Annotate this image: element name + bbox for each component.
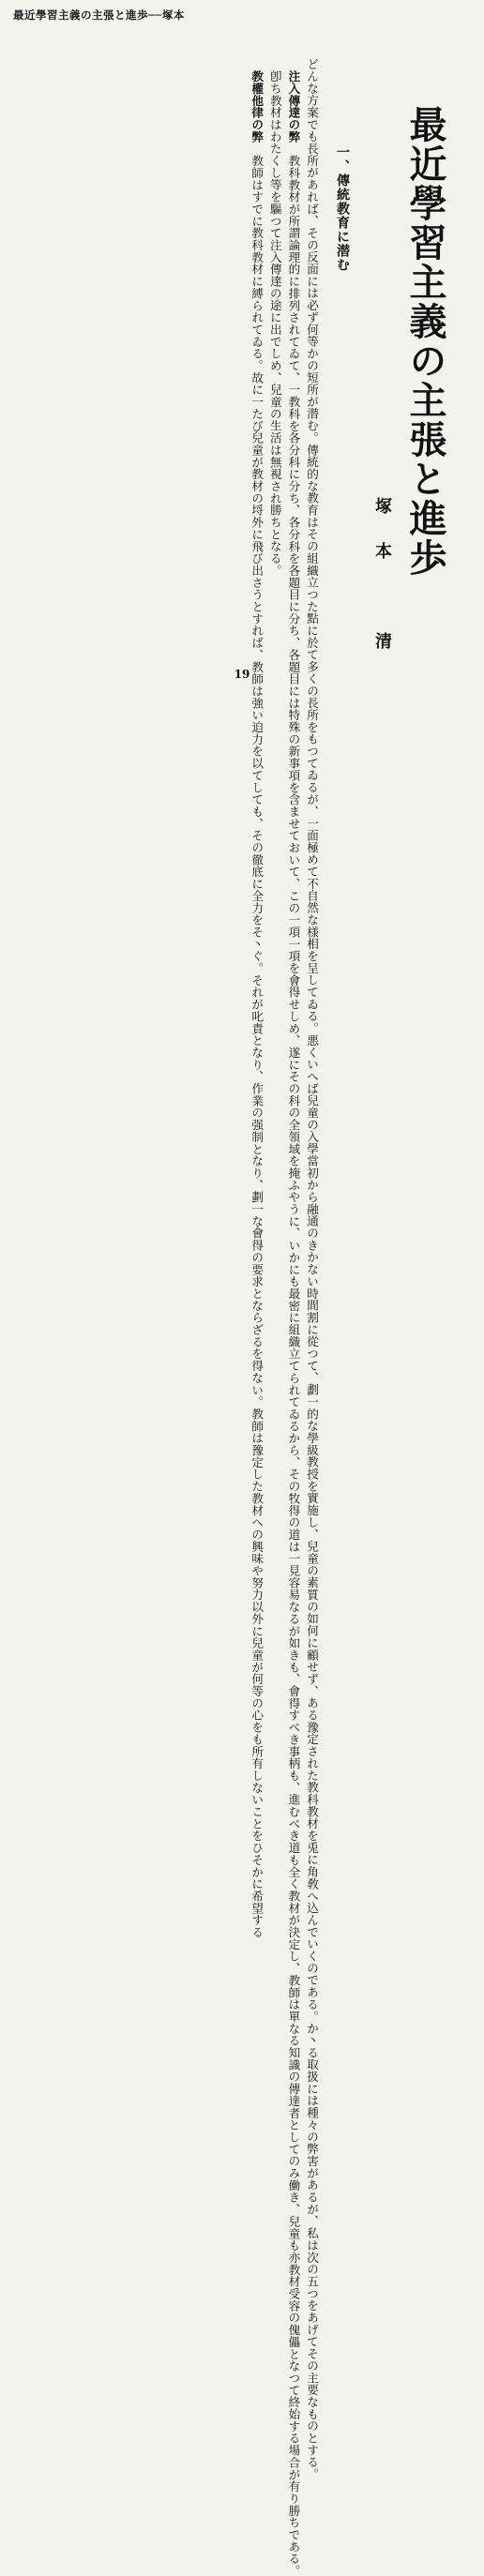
page-number: 19 (234, 668, 250, 681)
body-paragraph-text: 教師はすでに教科教材に縛られてゐる。故に一たび兒童が教材の埒外に飛び出さうとすれば、教師は強い迫力を以てしても、その徹底に全力をそ丶ぐ。それが叱責となり、作業の强制となり、劃一な會得の要求とならざるを得ない。教師は豫定した教材への興味や努力以外に兒童が何等の心をも所有しないことをひそかに希望する (250, 154, 265, 1938)
body-paragraph (284, 58, 303, 2576)
body-paragraph: 卽ち教材はわたくし等を驅つて注入傳達の途に出でしめ、兒童の生活は無視され勝ちとなる。 (267, 69, 282, 577)
author-name: 塚本 清 (372, 497, 392, 677)
running-head: 最近學習主義の主張と進歩──塚本 (13, 8, 185, 22)
inline-heading: 注入傳達の弊 (286, 69, 301, 143)
article-title: 最近學習主義の主張と進歩 (403, 105, 447, 578)
body-paragraph-text: 教科教材が所謂論理的に排列されてゐて、一教科を各分科に分ち、各分科を各題目に分ち、各題目には特殊の新事項を含ませておいて、この一項一項を會得せしめ、遂にその科の全領域を掩ふやうに、いかにも最密に組織立てられてゐるから、その牧得の道は一見容易なるが如きも、會得すべき事柄も、進むべき道も全く教材が決定し、教師は單なる知識の傳達者としてのみ働き、兒童も亦教材受容の傀儡となつて終始する場合が有り勝ちである。 (286, 154, 301, 2576)
body-paragraph (248, 58, 266, 1938)
body-paragraph: どんな方案でも長所があれば、その反面には必ず何等かの短所が潜む。傳統的な教育はその組織立つた點に於て多くの長所をもつてゐるが、一面極めて不自然な様相を呈してゐる。悪くいへば兒童の入學當初から融通のきかない時間割に從つて、劃一的な學級教授を實施し、兒童の素質の如何に顧せず、ある豫定された教科教材を兎に角敎へ込んでいくのである。か丶る取扱には種々の弊害があるが、私は次の五つをあげてその主要なものとする。 (305, 58, 319, 2480)
inline-heading: 教權他律の弊 (250, 69, 265, 143)
section-heading: 一、傳統教育に潜む (335, 145, 350, 272)
